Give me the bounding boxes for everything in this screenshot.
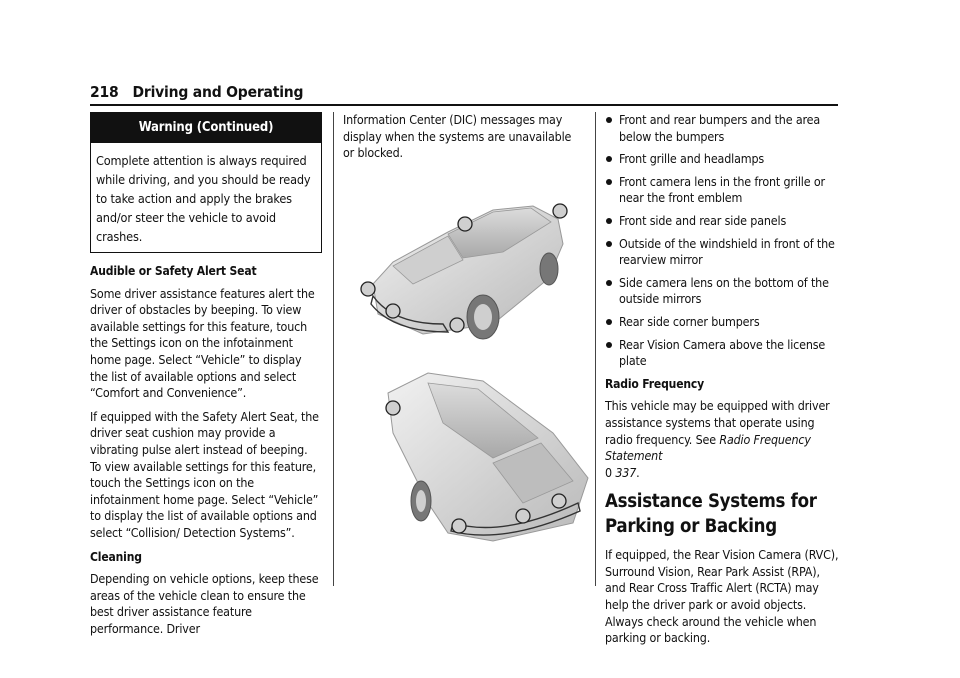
paragraph: Depending on vehicle options, keep these areas of the vehicle clean to ensure the best driver assistance feature performance. Driver xyxy=(90,571,319,636)
section-title: Assistance Systems for Parking or Backing xyxy=(605,491,817,538)
warning-box xyxy=(90,112,322,253)
column-divider-1 xyxy=(333,112,334,586)
cleaning-areas-list xyxy=(605,112,840,370)
column-1 xyxy=(90,112,322,644)
list-item: Rear side corner bumpers xyxy=(605,314,840,331)
paragraph: If equipped with the Safety Alert Seat, the driver seat cushion may provide a vibrating pulse alert instead of beeping. To view available settings for this feature, touch the Settings icon on the infotainment home page. Select “Vehicle” to display the list of available options and select “Collision/ Detection Systems”. xyxy=(90,408,319,540)
paragraph-radio: This vehicle may be equipped with driver assistance systems that operate using radio frequency. See Radio Frequency Statement 0 337. xyxy=(605,398,830,480)
bullet-icon xyxy=(606,342,612,348)
bullet-icon xyxy=(606,241,612,247)
bullet-icon xyxy=(606,156,612,162)
page-ref[interactable]: 337 xyxy=(615,464,637,480)
bullet-icon xyxy=(606,319,612,325)
vehicle-rear-illustration xyxy=(373,363,598,543)
page-ref-arrow-icon: 0 xyxy=(605,464,612,480)
list-item: Outside of the windshield in front of the rearview mirror xyxy=(605,236,840,269)
list-item: Rear Vision Camera above the license plate xyxy=(605,337,840,370)
bullet-icon xyxy=(606,218,612,224)
paragraph: If equipped, the Rear Vision Camera (RVC), Surround Vision, Rear Park Assist (RPA), and Rear Cross Traffic Alert (RCTA) may help the driver park or avoid objects. Always check around the vehicle when parking or backing. xyxy=(605,547,839,646)
vehicle-front-illustration xyxy=(353,174,573,349)
warning-title: Warning (Continued) xyxy=(91,113,321,143)
page-number: 218 xyxy=(90,83,119,101)
list-item: Front side and rear side panels xyxy=(605,213,840,230)
heading-cleaning: Cleaning xyxy=(90,549,142,564)
chapter-title: Driving and Operating xyxy=(132,83,304,101)
bullet-icon xyxy=(606,179,612,185)
list-item: Front camera lens in the front grille or near the front emblem xyxy=(605,174,840,207)
page-header xyxy=(90,83,838,101)
heading-radio-frequency: Radio Frequency xyxy=(605,376,705,391)
list-item: Front grille and headlamps xyxy=(605,151,840,168)
heading-audible-alert: Audible or Safety Alert Seat xyxy=(90,264,257,278)
column-3 xyxy=(605,112,840,654)
column-2 xyxy=(343,112,583,543)
paragraph: Some driver assistance features alert the driver of obstacles by beeping. To view available settings for this feature, touch the Settings icon on the infotainment home page. Select “Vehicle” to display the list of available options and select “Comfort and Convenience”. xyxy=(90,285,315,401)
list-item: Side camera lens on the bottom of the outside mirrors xyxy=(605,275,840,308)
cross-reference-link[interactable]: Radio Frequency Statement xyxy=(605,431,811,464)
bullet-icon xyxy=(606,117,612,123)
warning-body: Complete attention is always required while driving, and you should be ready to take action and apply the brakes and/or steer the vehicle to avoid crashes. xyxy=(96,153,311,244)
paragraph: Information Center (DIC) messages may display when the systems are unavailable or blocked. xyxy=(343,112,572,161)
header-rule xyxy=(90,104,838,106)
bullet-icon xyxy=(606,280,612,286)
list-item: Front and rear bumpers and the area below the bumpers xyxy=(605,112,840,145)
